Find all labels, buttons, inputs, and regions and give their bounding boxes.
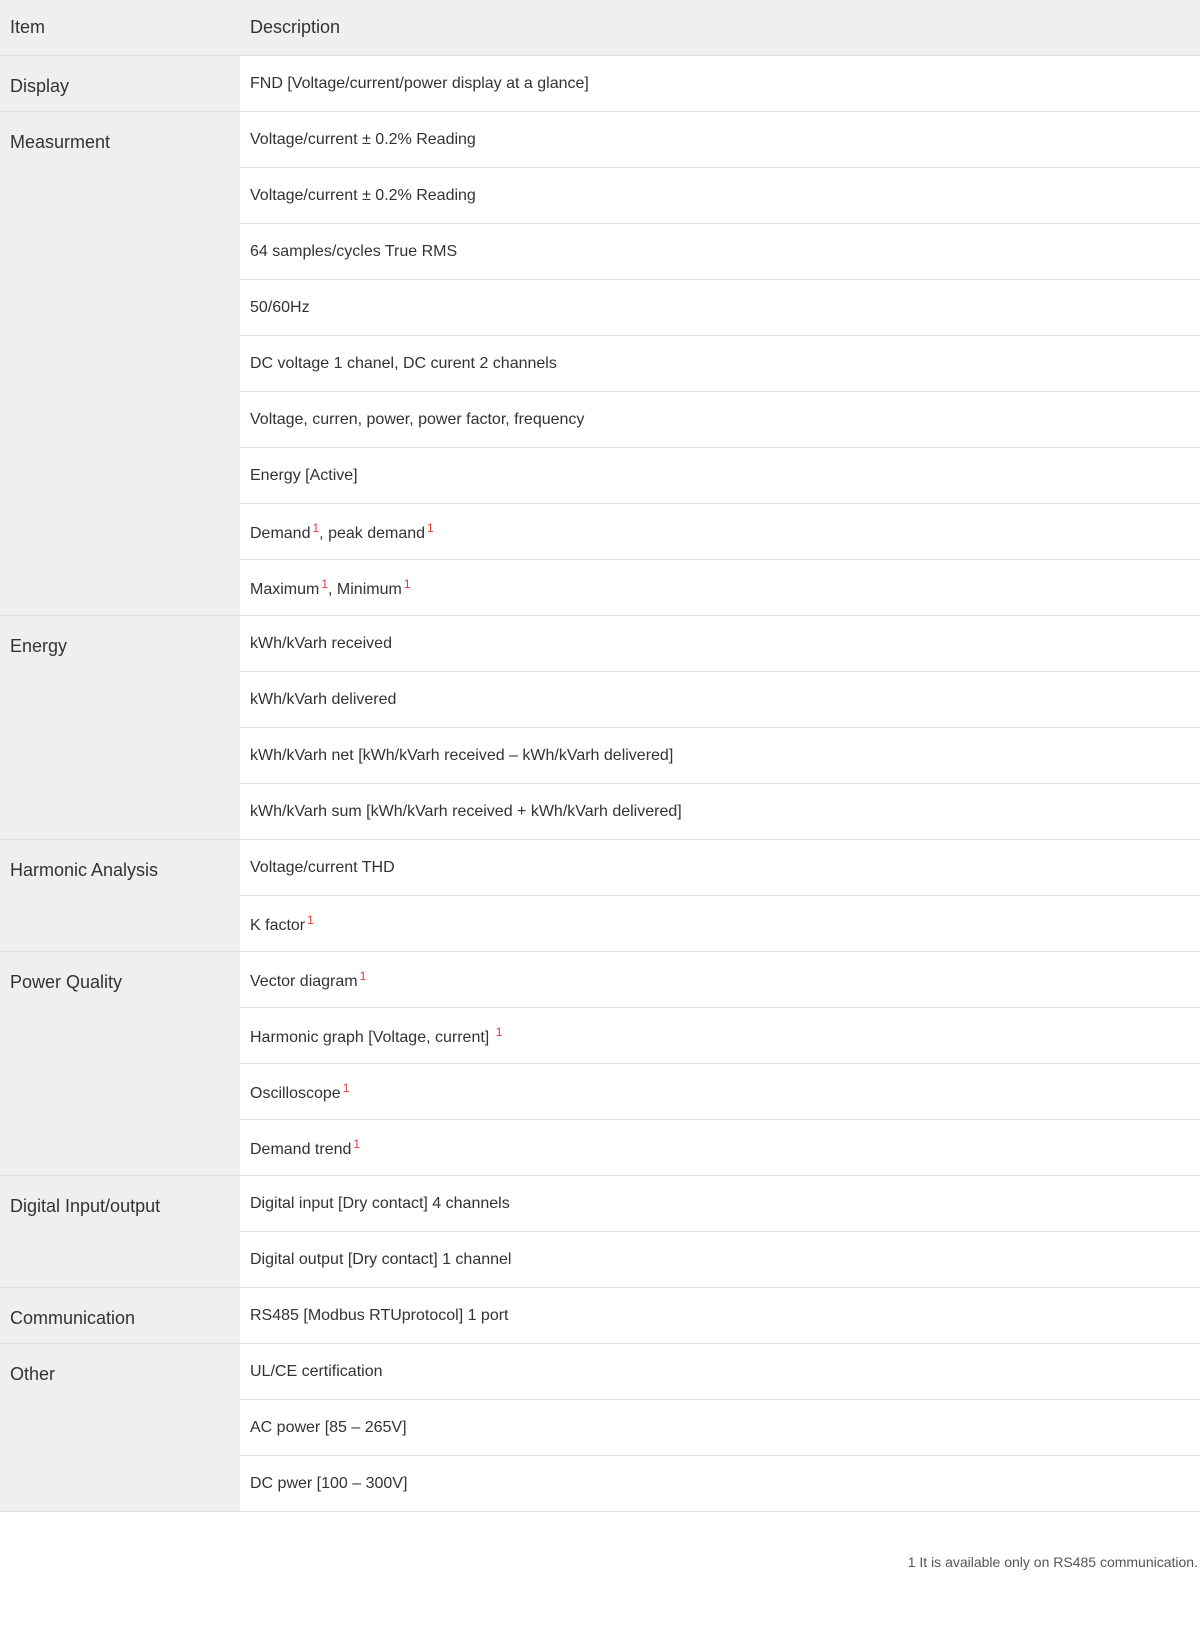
description-cell [240, 616, 1200, 672]
description-cell [240, 560, 1200, 616]
table-row [0, 112, 1200, 168]
description-text: Maximum [250, 580, 320, 598]
description-text: kWh/kVarh received [250, 634, 392, 652]
description-text: RS485 [Modbus RTUprotocol] 1 port [250, 1306, 509, 1324]
description-text: , peak demand [319, 524, 426, 542]
description-cell [240, 784, 1200, 840]
table-body [0, 56, 1200, 1512]
table-row [0, 616, 1200, 672]
description-cell [240, 56, 1200, 112]
description-text: kWh/kVarh sum [kWh/kVarh received + kWh/kVarh delivered] [250, 802, 682, 820]
description-text: Oscilloscope [250, 1084, 341, 1102]
description-cell [240, 1176, 1200, 1232]
description-cell [240, 952, 1200, 1008]
description-cell [240, 1232, 1200, 1288]
description-text: Digital input [Dry contact] 4 channels [250, 1194, 510, 1212]
table-header-row [0, 0, 1200, 56]
description-cell [240, 1008, 1200, 1064]
item-label: Digital Input/output [0, 1176, 240, 1288]
column-header-item: Item [0, 0, 240, 56]
item-label: Other [0, 1344, 240, 1512]
description-cell [240, 1288, 1200, 1344]
description-text: Demand trend [250, 1140, 352, 1158]
description-text: Digital output [Dry contact] 1 channel [250, 1250, 512, 1268]
footnote-marker: 1 [427, 520, 434, 535]
footnote-marker: 1 [321, 576, 329, 591]
item-label: Measurment [0, 112, 240, 616]
description-text: AC power [85 – 265V] [250, 1418, 407, 1436]
description-cell [240, 392, 1200, 448]
description-text: Voltage/current ± 0.2% Reading [250, 186, 476, 204]
description-cell [240, 728, 1200, 784]
footnote-marker: 1 [307, 912, 314, 927]
footnote-marker: 1 [359, 968, 367, 983]
footnote-marker: 1 [495, 1024, 503, 1039]
description-cell [240, 840, 1200, 896]
description-cell [240, 224, 1200, 280]
table-row [0, 1288, 1200, 1344]
description-cell [240, 448, 1200, 504]
description-cell [240, 112, 1200, 168]
description-text: Vector diagram [250, 972, 358, 990]
description-cell [240, 1400, 1200, 1456]
footnote-marker: 1 [342, 1080, 350, 1095]
item-label: Power Quality [0, 952, 240, 1176]
footnote: 1 It is available only on RS485 communication. [907, 1554, 1198, 1570]
description-cell [240, 672, 1200, 728]
description-cell [240, 168, 1200, 224]
description-cell [240, 504, 1200, 560]
description-text: FND [Voltage/current/power display at a glance] [250, 74, 589, 92]
item-label: Harmonic Analysis [0, 840, 240, 952]
description-text: kWh/kVarh net [kWh/kVarh received – kWh/kVarh delivered] [250, 746, 674, 764]
description-text: DC pwer [100 – 300V] [250, 1474, 408, 1492]
description-text: Energy [Active] [250, 466, 358, 484]
footnote-marker: 1 [403, 576, 411, 591]
description-text: Voltage/current THD [250, 858, 395, 876]
table-row [0, 56, 1200, 112]
description-text: Voltage/current ± 0.2% Reading [250, 130, 476, 148]
description-text: kWh/kVarh delivered [250, 690, 397, 708]
footnote-marker: 1 [312, 520, 320, 535]
description-text: Harmonic graph [Voltage, current] [250, 1028, 494, 1046]
description-cell [240, 1120, 1200, 1176]
description-cell [240, 896, 1200, 952]
description-text: , Minimum [328, 580, 402, 598]
description-text: 64 samples/cycles True RMS [250, 242, 458, 260]
table-row [0, 1344, 1200, 1400]
table-row [0, 1176, 1200, 1232]
description-text: Voltage, curren, power, power factor, frequency [250, 410, 585, 428]
description-cell [240, 1456, 1200, 1512]
item-label: Energy [0, 616, 240, 840]
description-text: 50/60Hz [250, 298, 310, 316]
description-cell [240, 280, 1200, 336]
description-text: UL/CE certification [250, 1362, 383, 1380]
column-header-description: Description [240, 0, 1200, 56]
description-text: K factor [250, 916, 306, 934]
description-cell [240, 1344, 1200, 1400]
description-cell [240, 336, 1200, 392]
table-row [0, 840, 1200, 896]
table-row [0, 952, 1200, 1008]
footnote-marker: 1 [353, 1136, 361, 1151]
description-cell [240, 1064, 1200, 1120]
description-text: Demand [250, 524, 311, 542]
description-text: DC voltage 1 chanel, DC curent 2 channels [250, 354, 557, 372]
item-label: Display [0, 56, 240, 112]
item-label: Communication [0, 1288, 240, 1344]
